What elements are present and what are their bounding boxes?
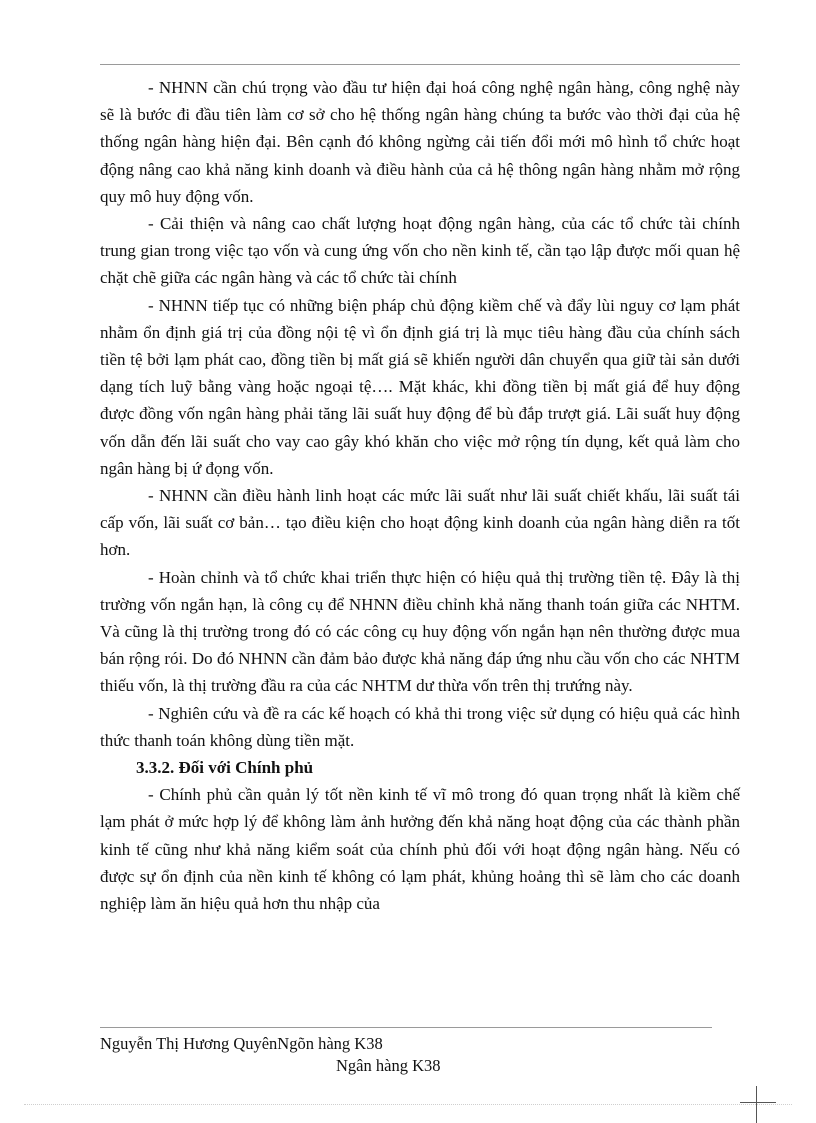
paragraph-5: - Hoàn chỉnh và tổ chức khai triển thực hiện có hiệu quả thị trường tiền tệ. Đây là thị trường vốn ngắn hạn, là công cụ để NHNN điều chỉnh khả năng thanh toán giữa các NHTM. Và cũng là thị trường trong đó có các công cụ huy động vốn ngắn hạn nên thường được mua bán rộng rói. Do đó NHNN cần đảm bảo được khả năng đáp ứng nhu cầu vốn cho các NHTM thiếu vốn, là thị trường đầu ra của các NHTM dư thừa vốn trên thị trưứng này. [100, 567, 740, 696]
paragraph-7: - Chính phủ cần quản lý tốt nền kinh tế vĩ mô trong đó quan trọng nhất là kiềm chế lạm phát ở mức hợp lý để không làm ảnh hưởng đến khả năng hoạt động của các thành phần kinh tế cũng như khả năng kiểm soát của chính phủ đối với hoạt động ngân hàng. Nếu có được sự ổn định của nền kinh tế không có lạm phát, khủng hoảng thì sẽ làm cho các doanh nghiệp làm ăn hiệu quả hơn thu nhập của [100, 785, 740, 914]
paragraph-6: - Nghiên cứu và đề ra các kế hoạch có khả thi trong việc sử dụng có hiệu quả các hình thức thanh toán không dùng tiền mặt. [100, 703, 740, 750]
crop-mark-horizontal [740, 1102, 776, 1103]
footer-author-line: Nguyễn Thị Hương QuyênNgõn hàng K38 [100, 1034, 383, 1053]
paragraph-3: - NHNN tiếp tục có những biện pháp chủ động kiềm chế và đẩy lùi nguy cơ lạm phát nhằm ổn định giá trị của đồng nội tệ vì ổn định giá trị là mục tiêu hàng đầu của chính sách tiền tệ bởi lạm phát cao, đồng tiền bị mất giá sẽ khiến người dân chuyển qua giữ tài sản dưới dạng tích luỹ bằng vàng hoặc ngoại tệ…. Mặt khác, khi đồng tiền bị mất giá để huy động được đồng vốn ngân hàng phải tăng lãi suất huy động để bù đắp trượt giá. Lãi suất huy động vốn dẫn đến lãi suất cho vay cao gây khó khăn cho việc mở rộng tín dụng, kết quả làm cho ngân hàng bị ứ đọng vốn. [100, 295, 740, 478]
section-heading: 3.3.2. Đối với Chính phủ [136, 758, 314, 778]
paragraph-2: - Cải thiện và nâng cao chất lượng hoạt động ngân hàng, của các tổ chức tài chính trung gian trong việc tạo vốn và cung ứng vốn cho nền kinh tế, cần tạo lập được mối quan hệ chặt chẽ giữa các ngân hàng và các tổ chức tài chính [100, 214, 740, 288]
paragraph-4: - NHNN cần điều hành linh hoạt các mức lãi suất như lãi suất chiết khấu, lãi suất tái cấp vốn, lãi suất cơ bản… tạo điều kiện cho hoạt động kinh doanh của ngân hàng diễn ra tốt hơn. [100, 486, 740, 560]
footer-rule [100, 1027, 712, 1028]
paragraph-1: - NHNN cần chú trọng vào đầu tư hiện đại hoá công nghệ ngân hàng, công nghệ này sẽ là bước đi đầu tiên làm cơ sở cho hệ thống ngân hàng chúng ta bước vào thời đại của hệ thống ngân hàng hiện đại. Bên cạnh đó không ngừng cải tiến đổi mới mô hình tổ chức hoạt động nâng cao khả năng kinh doanh và điều hành của cả hệ thông ngân hàng nhằm mở rộng quy mô huy động vốn. [100, 78, 740, 206]
page-body [100, 74, 740, 917]
footer-class-line: Ngân hàng K38 [336, 1056, 441, 1075]
page-edge-dotted-line [24, 1104, 792, 1105]
header-rule [100, 64, 740, 65]
crop-mark-vertical [756, 1086, 757, 1123]
page-footer [100, 1033, 740, 1077]
